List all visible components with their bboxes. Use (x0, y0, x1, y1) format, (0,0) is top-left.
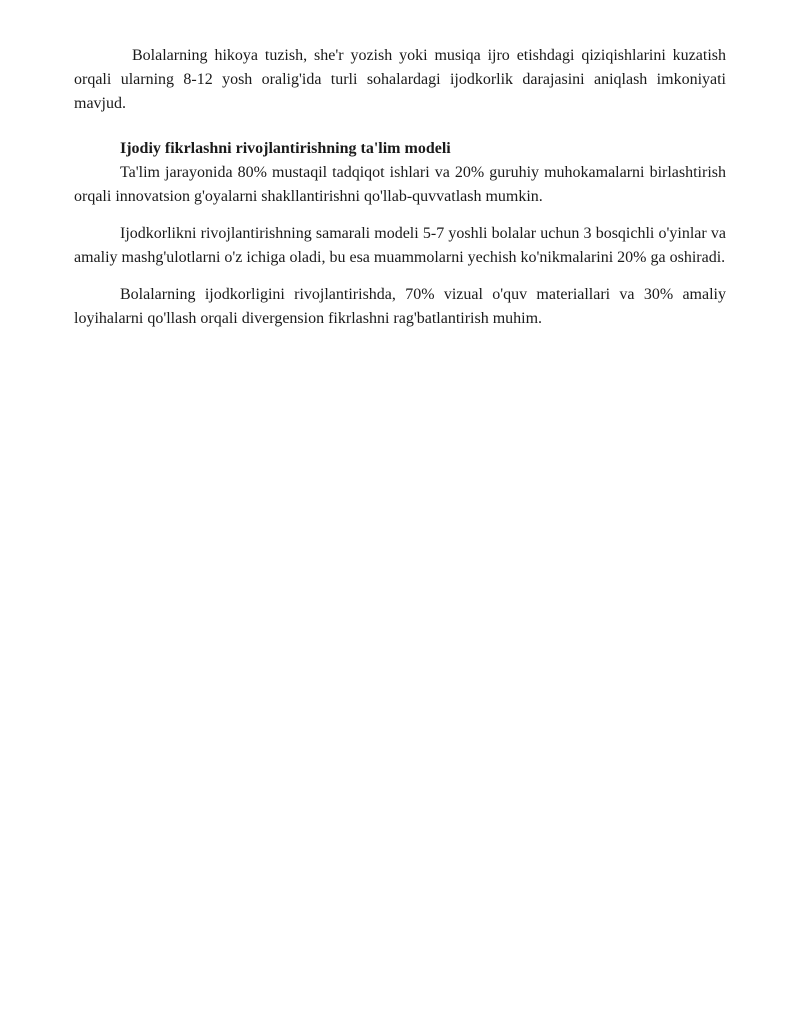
paragraph-4: Bolalarning ijodkorligini rivojlantirishda, 70% vizual o'quv materiallari va 30% amaliy loyihalarni qo'llash orqali divergension fikrlashni rag'batlantirish muhim. (74, 286, 726, 327)
paragraph-2: Ta'lim jarayonida 80% mustaqil tadqiqot ishlari va 20% guruhiy muhokamalarni birlashtirish orqali innovatsion g'oyalarni shakllantirishni qo'llab-quvvatlash mumkin. (74, 164, 726, 205)
paragraph-3: Ijodkorlikni rivojlantirishning samarali modeli 5-7 yoshli bolalar uchun 3 bosqichli o'yinlar va amaliy mashg'ulotlarni o'z ichiga oladi, bu esa muammolarni yechish ko'nikmalarini 20% ga oshiradi. (74, 225, 726, 266)
document-body (74, 44, 726, 331)
section-heading: Ijodiy fikrlashni rivojlantirishning ta'lim modeli (120, 140, 451, 157)
paragraph-1: Bolalarning hikoya tuzish, she'r yozish yoki musiqa ijro etishdagi qiziqishlarini kuzatish orqali ularning 8-12 yosh oralig'ida turli sohalardagi ijodkorlik darajasini aniqlash imkoniyati mavjud. (74, 47, 726, 112)
